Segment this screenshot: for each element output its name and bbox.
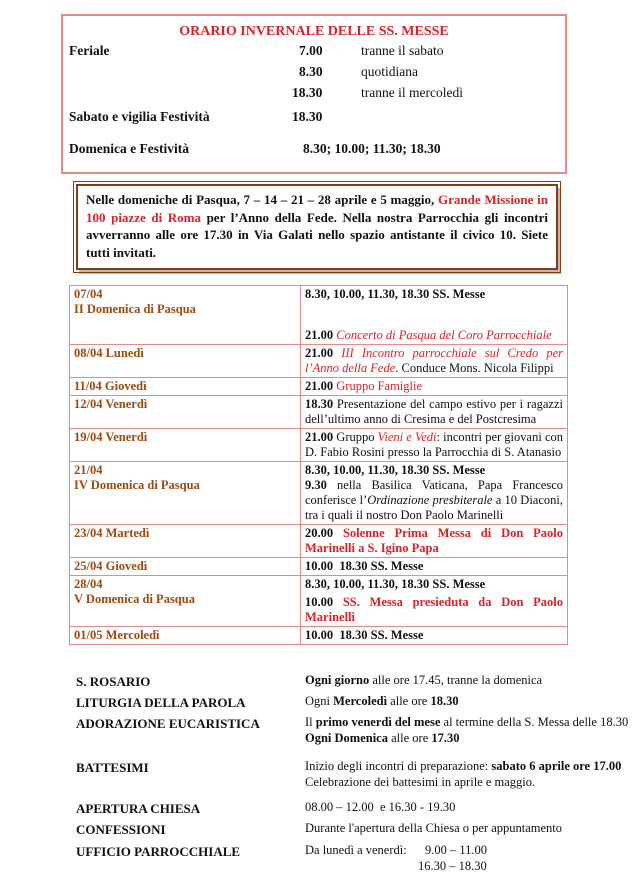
event-date: 01/05 Mercoledì (70, 627, 301, 645)
feriale-label: Feriale (69, 43, 110, 58)
notice-highlight: Grande Missione in 100 piazze di Roma (86, 192, 548, 225)
rosario-text: alle ore 17.45, tranne la domenica (372, 673, 543, 687)
table-row (70, 396, 568, 429)
event-date: 11/04 Giovedì (70, 378, 301, 396)
event-subtitle: II Domenica di Pasqua (74, 302, 196, 316)
table-row (70, 378, 568, 396)
table-row (70, 462, 568, 525)
event-subtitle: IV Domenica di Pasqua (74, 478, 200, 492)
adorazione-time: 17.30 (431, 731, 460, 745)
event-time: 21.00 (305, 346, 334, 360)
events-table (69, 285, 568, 645)
adorazione-value (305, 714, 628, 746)
event-time: 21.00 (305, 430, 334, 444)
table-row (70, 345, 568, 378)
event-red-text: Vieni e Vedi (377, 430, 437, 444)
event-desc-cell (301, 576, 568, 627)
ufficio-time: 9.00 – 11.00 (425, 843, 488, 857)
liturgia-text: Ogni (305, 694, 330, 708)
battesimi-text: Celebrazione dei battesimi in aprile e maggio. (305, 775, 536, 789)
event-date: 19/04 Venerdì (70, 429, 301, 462)
event-red-text: III Incontro parrocchiale sul Credo per l’Anno della Fede (305, 346, 563, 375)
adorazione-bold: primo venerdì del mese (315, 715, 441, 729)
winter-schedule-box (61, 14, 567, 174)
event-date-cell (70, 462, 301, 525)
event-red-text: SS. Messa presieduta da Don Paolo Marinelli (305, 595, 563, 624)
event-date: 07/04 (74, 287, 103, 301)
feriale-note: tranne il mercoledì (361, 85, 463, 100)
event-text: Presentazione del campo estivo per i ragazzi dell’ultimo anno di Cresima e del Postcresima (305, 397, 563, 426)
event-text: : incontri per giovani con D. Fabio Rosini presso la Parrocchia di S. Atanasio (305, 430, 564, 459)
event-desc-cell (301, 378, 568, 396)
confessioni-label: CONFESSIONI (76, 822, 166, 837)
table-row (70, 429, 568, 462)
battesimi-value (305, 758, 621, 790)
event-date-cell (70, 576, 301, 627)
event-text: . Conduce Mons. Nicola Filippi (395, 361, 554, 375)
event-time: 21.00 (305, 328, 334, 342)
liturgia-label: LITURGIA DELLA PAROLA (76, 695, 246, 710)
battesimi-bold: sabato 6 aprile ore 17.00 (491, 759, 622, 773)
adorazione-text: al termine della S. Messa delle 18.30 (443, 715, 629, 729)
table-row (70, 525, 568, 558)
event-desc: 10.00 18.30 SS. Messe (301, 558, 568, 576)
event-desc-cell (301, 345, 568, 378)
feriale-note: quotidiana (361, 64, 418, 79)
adorazione-label: ADORAZIONE EUCARISTICA (76, 716, 260, 731)
domenica-label: Domenica e Festività (69, 141, 189, 156)
event-text: a 10 Diaconi, tra i quali il nostro Don Paolo Marinelli (305, 493, 563, 522)
event-time: 20.00 (305, 526, 334, 540)
adorazione-bold: Ogni Domenica (305, 731, 388, 745)
event-red-text: Gruppo Famiglie (336, 379, 423, 393)
event-date: 25/04 Giovedì (70, 558, 301, 576)
mission-notice-box (76, 184, 558, 270)
sabato-label: Sabato e vigilia Festività (69, 109, 210, 124)
event-text: Ordinazione presbiterale (367, 493, 493, 507)
event-text: nella Basilica Vaticana, Papa Francesco conferisce l’ (305, 478, 563, 507)
masses-line: 8.30, 10.00, 11.30, 18.30 SS. Messe (305, 577, 486, 591)
event-desc-cell (301, 396, 568, 429)
event-date-cell (70, 286, 301, 345)
event-date: 23/04 Martedì (70, 525, 301, 558)
ufficio-time: 16.30 – 18.30 (418, 859, 487, 873)
event-date: 21/04 (74, 463, 103, 477)
liturgia-bold: Mercoledì (333, 694, 388, 708)
winter-schedule-title: ORARIO INVERNALE DELLE SS. MESSE (179, 24, 449, 39)
event-desc-cell (301, 525, 568, 558)
battesimi-text: Inizio degli incontri di preparazione: (305, 759, 489, 773)
event-time: 21.00 (305, 379, 334, 393)
rosario-value (305, 672, 542, 688)
notice-text: per l’Anno della Fede. Nella nostra Parrocchia gli incontri avverranno alle ore 17.30 in Via Galati nello spazio antistante il civico 10. Siete tutti invitati. (86, 209, 548, 260)
event-time: 9.30 (305, 478, 327, 492)
liturgia-time: 18.30 (430, 694, 459, 708)
rosario-bold: Ogni giorno (305, 673, 370, 687)
liturgia-value (305, 693, 459, 709)
sabato-time: 18.30 (292, 109, 323, 124)
event-red-text: Solenne Prima Messa di Don Paolo Marinelli a S. Igino Papa (305, 526, 563, 555)
feriale-time: 18.30 (292, 85, 323, 100)
liturgia-text: alle ore (390, 694, 428, 708)
masses-line: 8.30, 10.00, 11.30, 18.30 SS. Messe (305, 287, 486, 301)
event-subtitle: V Domenica di Pasqua (74, 592, 195, 606)
event-red-text: Concerto di Pasqua del Coro Parrocchiale (336, 328, 552, 342)
table-row (70, 286, 568, 345)
adorazione-text: alle ore (391, 731, 429, 745)
confessioni-value: Durante l'apertura della Chiesa o per appuntamento (305, 821, 563, 835)
apertura-value: 08.00 – 12.00 e 16.30 - 19.30 (305, 800, 456, 814)
masses-line: 8.30, 10.00, 11.30, 18.30 SS. Messe (305, 463, 486, 477)
adorazione-text: Il (305, 715, 313, 729)
event-desc-cell (301, 286, 568, 345)
notice-text: Nelle domeniche di Pasqua, 7 – 14 – 21 – 28 aprile e 5 maggio, (86, 192, 435, 207)
table-row (70, 576, 568, 627)
feriale-time: 7.00 (299, 43, 323, 58)
event-text: Gruppo (336, 430, 375, 444)
rosario-label: S. ROSARIO (76, 674, 151, 689)
event-time: 18.30 (305, 397, 334, 411)
domenica-times: 8.30; 10.00; 11.30; 18.30 (303, 141, 441, 156)
event-desc-cell (301, 462, 568, 525)
table-row (70, 627, 568, 645)
feriale-note: tranne il sabato (361, 43, 444, 58)
ufficio-label: UFFICIO PARROCCHIALE (76, 844, 241, 859)
feriale-time: 8.30 (299, 64, 323, 79)
event-date: 12/04 Venerdì (70, 396, 301, 429)
battesimi-label: BATTESIMI (76, 760, 149, 775)
ufficio-text: Da lunedì a venerdì: (305, 843, 407, 857)
event-date: 28/04 (74, 577, 103, 591)
event-desc-cell (301, 429, 568, 462)
table-row (70, 558, 568, 576)
event-time: 10.00 (305, 595, 334, 609)
apertura-label: APERTURA CHIESA (76, 801, 201, 816)
event-desc: 10.00 18.30 SS. Messe (301, 627, 568, 645)
event-date: 08/04 Lunedì (70, 345, 301, 378)
